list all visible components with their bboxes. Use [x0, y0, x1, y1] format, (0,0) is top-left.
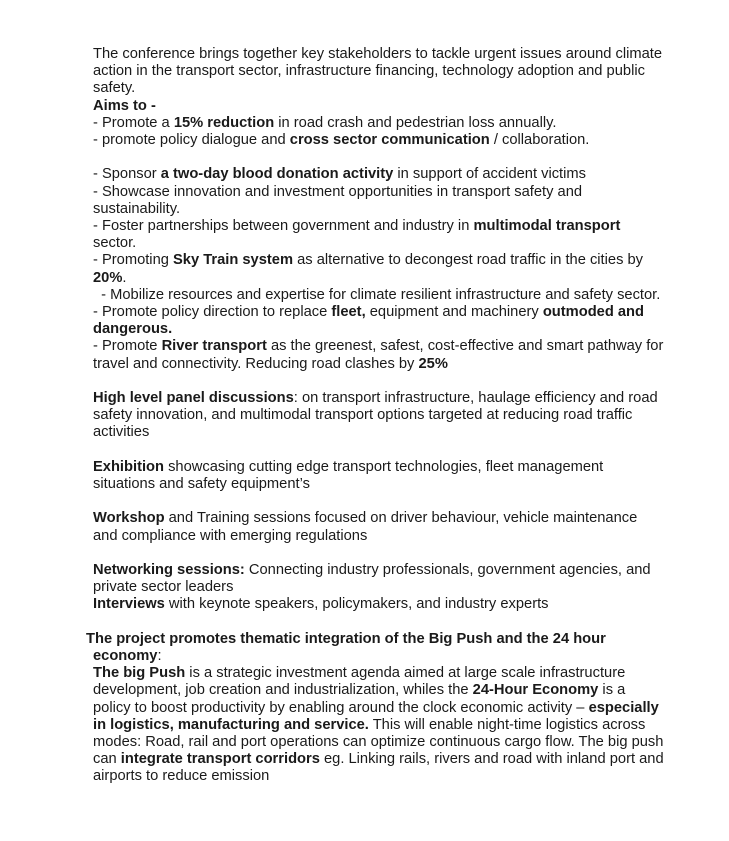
paragraph: [93, 304, 665, 338]
text-run: - Showcase innovation and investment opportunities in transport safety and sustainability.: [93, 183, 583, 217]
text-run: - Promote a: [93, 114, 174, 131]
bold-text-run: 15% reduction: [173, 114, 275, 131]
bold-text-run: fleet,: [331, 304, 366, 321]
paragraph: [93, 218, 665, 252]
text-run: - Promote: [93, 338, 162, 355]
bold-text-run: cross sector communication: [289, 132, 490, 149]
bold-text-run: a two-day blood donation activity: [160, 166, 394, 183]
paragraph: [93, 562, 665, 596]
text-run: eg. Linking rails, rivers and road with inland port and airports to reduce emission: [93, 751, 664, 785]
text-run: equipment and machinery: [365, 304, 543, 321]
paragraph: [93, 338, 665, 372]
text-run: - Promoting: [93, 252, 173, 269]
paragraph: [93, 459, 665, 493]
bold-text-run: Interviews: [93, 596, 165, 613]
text-run: and Training sessions focused on driver behaviour, vehicle maintenance and compliance with emerging regulations: [93, 510, 638, 544]
text-run: - promote policy dialogue and: [93, 132, 290, 149]
paragraph: [93, 184, 665, 218]
text-run: as alternative to decongest road traffic in the cities by: [293, 252, 644, 269]
text-run: - Foster partnerships between government and industry in: [93, 218, 474, 235]
bold-text-run: outmoded and dangerous.: [93, 304, 644, 338]
paragraph: [86, 630, 665, 665]
text-run: - Sponsor: [93, 166, 161, 183]
paragraph: [93, 98, 665, 115]
bold-text-run: 24-Hour Economy: [472, 682, 599, 699]
paragraph: [93, 132, 665, 149]
text-run: :: [157, 648, 162, 665]
bold-text-run: Workshop: [93, 510, 165, 527]
bold-text-run: multimodal transport: [473, 218, 621, 235]
text-run: is a strategic investment agenda aimed at large scale infrastructure development, job creation and industrialization, whiles the: [93, 665, 626, 699]
paragraph: [93, 665, 665, 785]
text-run: / collaboration.: [489, 132, 590, 149]
paragraph: [93, 115, 665, 132]
text-run: - Mobilize resources and expertise for climate resilient infrastructure and safety sector.: [93, 286, 661, 303]
bold-text-run: Sky Train system: [173, 252, 294, 269]
text-run: The conference brings together key stakeholders to tackle urgent issues around climate action in the transport sector, infrastructure financing, technology adoption and public safety.: [93, 46, 663, 97]
text-run: as the greenest, safest, cost-effective and smart pathway for travel and connectivity. Reducing road clashes by: [93, 338, 664, 372]
bold-text-run: 25%: [418, 355, 448, 372]
text-run: in support of accident victims: [393, 166, 586, 183]
bold-text-run: The project promotes thematic integration of the Big Push and the 24 hour economy: [86, 630, 606, 665]
text-run: showcasing cutting edge transport technologies, fleet management situations and safety equipment’s: [93, 458, 604, 493]
bold-text-run: Aims to -: [93, 97, 156, 114]
bold-text-run: Exhibition: [93, 458, 164, 475]
paragraph: [93, 596, 665, 613]
text-run: .: [122, 269, 127, 286]
text-run: : on transport infrastructure, haulage efficiency and road safety innovation, and multimodal transport options targeted at reducing road traffic activities: [93, 390, 658, 441]
text-run: - Promote policy direction to replace: [93, 304, 332, 321]
bold-text-run: The big Push: [93, 665, 186, 682]
text-run: This will enable night-time logistics across modes: Road, rail and port operations can optimize continuous cargo flow. The big push can: [93, 716, 664, 768]
bold-text-run: especially in logistics, manufacturing and service.: [93, 699, 659, 733]
bold-text-run: High level panel discussions: [93, 390, 294, 407]
text-run: sector.: [93, 235, 137, 252]
paragraph: [93, 166, 665, 183]
paragraph: [93, 287, 665, 304]
bold-text-run: 20%: [93, 269, 123, 286]
text-run: Connecting industry professionals, government agencies, and private sector leaders: [93, 562, 651, 596]
bold-text-run: Networking sessions:: [93, 562, 245, 579]
paragraph: [93, 252, 665, 286]
paragraph: [93, 390, 665, 442]
paragraph: [93, 510, 665, 544]
text-run: with keynote speakers, policymakers, and industry experts: [164, 596, 549, 613]
text-run: in road crash and pedestrian loss annually.: [274, 114, 557, 131]
paragraph: [93, 46, 665, 98]
bold-text-run: River transport: [161, 338, 267, 355]
bold-text-run: integrate transport corridors: [120, 751, 320, 768]
text-run: is a policy to boost productivity by enabling around the clock economic activity –: [93, 682, 626, 716]
